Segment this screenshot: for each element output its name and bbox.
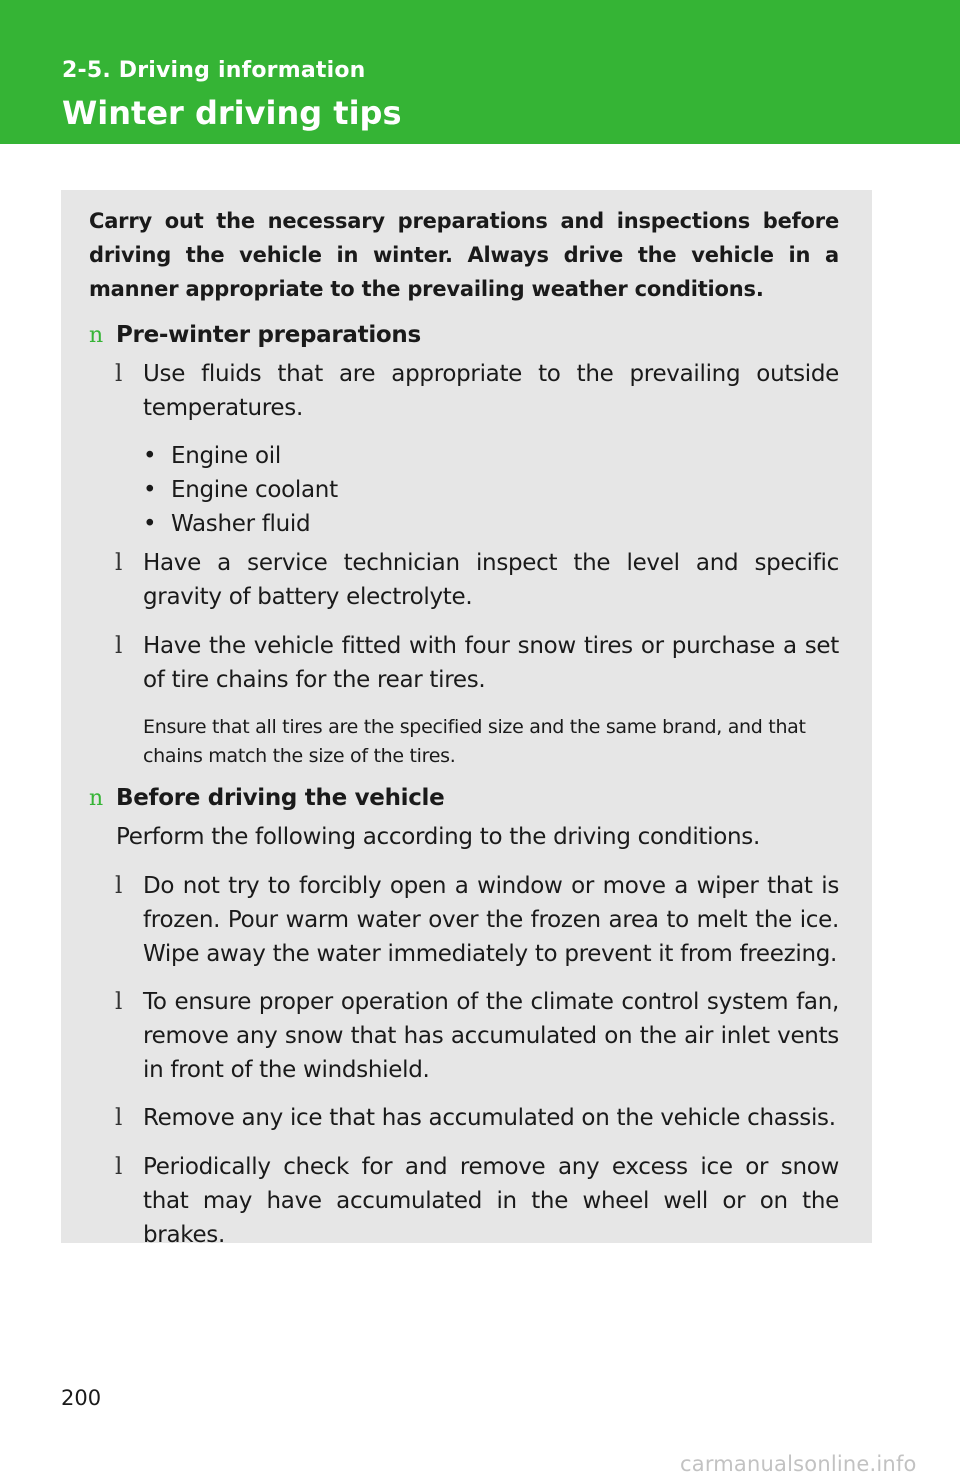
list-item-battery — [115, 546, 839, 614]
tire-note: Ensure that all tires are the specified size and the same brand, and that chains match the size of the tires. — [143, 716, 806, 767]
section-label: 2-5. Driving information — [62, 58, 366, 83]
before-driving-intro: Perform the following according to the driving conditions. — [116, 824, 760, 850]
intro-paragraph: Carry out the necessary preparations and inspections before driving the vehicle in winter. Always drive the vehicle in a manner appropriate to the prevailing weather conditions. — [89, 209, 839, 301]
heading-label: Pre-winter preparations — [116, 322, 421, 348]
site-watermark: carmanualsonline.info — [680, 1452, 917, 1476]
item-text: Remove any ice that has accumulated on the vehicle chassis. — [143, 1105, 836, 1131]
item-marker-icon: l — [115, 873, 123, 899]
item-text: Use fluids that are appropriate to the prevailing outside temperatures. — [143, 361, 839, 421]
content-box — [61, 190, 872, 1248]
bullet-engine-oil — [143, 439, 281, 473]
bullet-washer-fluid — [143, 507, 310, 541]
page-title: Winter driving tips — [62, 94, 402, 132]
heading-label: Before driving the vehicle — [116, 785, 445, 811]
heading-before-driving — [89, 781, 444, 816]
bullet-icon: • — [143, 477, 157, 503]
list-item-frozen-window — [115, 869, 839, 971]
bullet-text: Washer fluid — [171, 511, 311, 537]
list-item-fluids — [115, 357, 839, 425]
list-item-snow-tires — [115, 629, 839, 697]
bullet-engine-coolant — [143, 473, 338, 507]
item-text: Have the vehicle fitted with four snow tires or purchase a set of tire chains for the rear tires. — [143, 633, 839, 693]
chapter-header — [0, 0, 960, 144]
item-marker-icon: l — [115, 989, 123, 1015]
item-marker-icon: l — [115, 361, 123, 387]
bullet-text: Engine coolant — [171, 477, 338, 503]
bullet-text: Engine oil — [171, 443, 281, 469]
list-item-chassis-ice — [115, 1101, 839, 1135]
section-marker-icon: n — [89, 323, 103, 348]
list-item-wheel-well — [115, 1150, 839, 1252]
item-text: Do not try to forcibly open a window or move a wiper that is frozen. Pour warm water over the frozen area to melt the ice. Wipe away the water immediately to prevent it from freezing. — [143, 873, 839, 967]
list-item-air-inlet — [115, 985, 839, 1087]
bullet-icon: • — [143, 511, 157, 537]
section-marker-icon: n — [89, 786, 103, 811]
item-text: To ensure proper operation of the climate control system fan, remove any snow that has accumulated on the air inlet vents in front of the windshield. — [143, 989, 839, 1083]
item-marker-icon: l — [115, 1105, 123, 1131]
heading-pre-winter — [89, 318, 421, 353]
item-marker-icon: l — [115, 550, 123, 576]
item-text: Have a service technician inspect the level and specific gravity of battery electrolyte. — [143, 550, 839, 610]
page-number: 200 — [61, 1386, 102, 1410]
item-marker-icon: l — [115, 633, 123, 659]
item-marker-icon: l — [115, 1154, 123, 1180]
item-text: Periodically check for and remove any excess ice or snow that may have accumulated in the wheel well or on the brakes. — [143, 1154, 839, 1248]
bullet-icon: • — [143, 443, 157, 469]
